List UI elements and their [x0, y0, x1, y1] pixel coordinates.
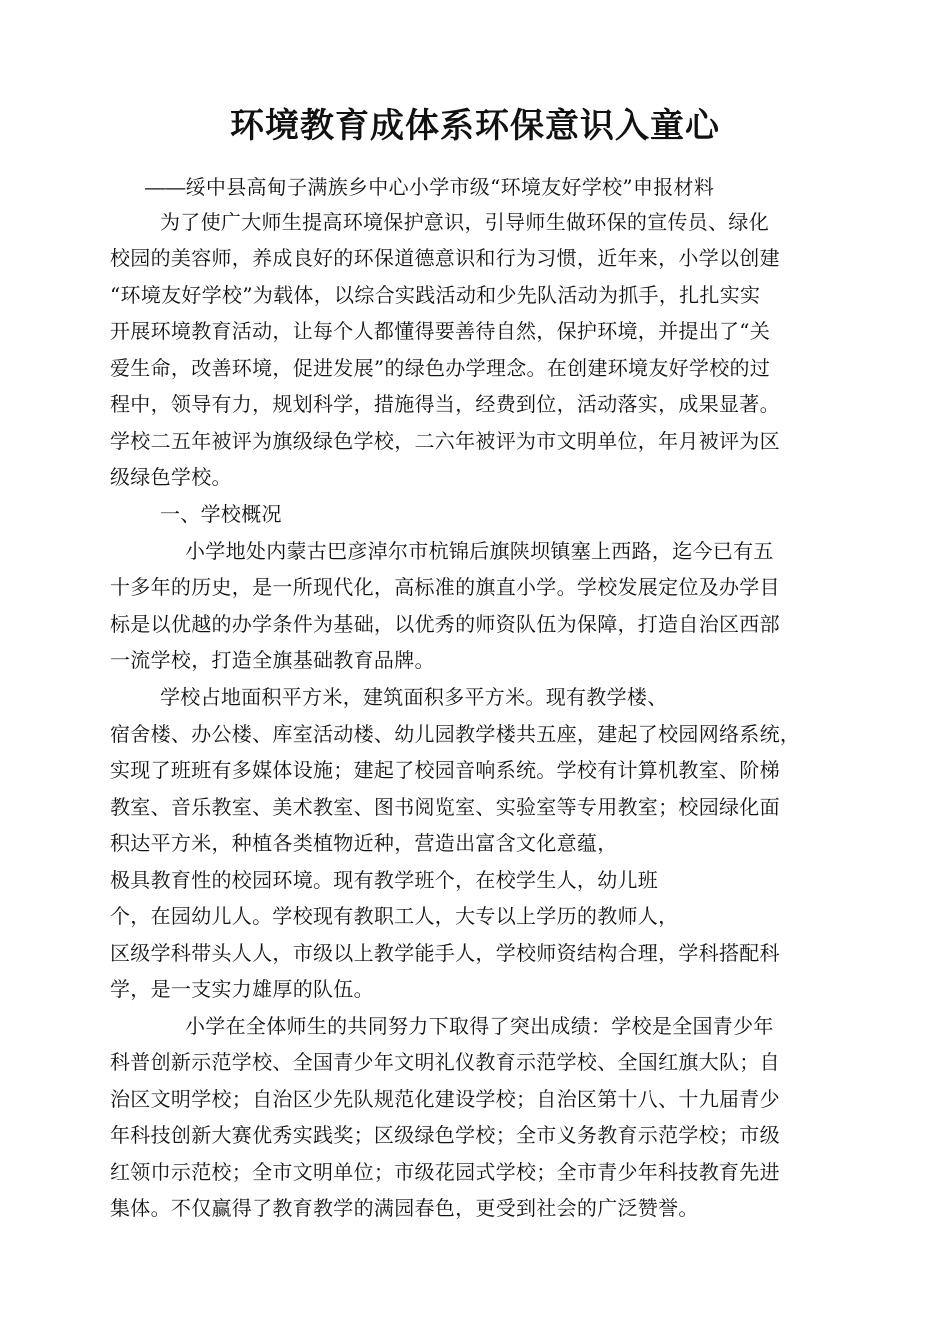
body-line: 极具教育性的校园环境。现有教学班个，在校学生人，幼儿班	[110, 868, 659, 892]
body-line: “环境友好学校”为载体，以综合实践活动和少先队活动为抓手，扎扎实实	[110, 283, 761, 307]
body-line: 学校占地面积平方米，建筑面积多平方米。现有教学楼、	[160, 685, 668, 709]
body-line: 开展环境教育活动，让每个人都懂得要善待自然，保护环境，并提出了“关	[110, 319, 771, 343]
body-line: 个，在园幼儿人。学校现有教职工人，大专以上学历的教师人，	[110, 904, 679, 928]
body-line: 学，是一支实力雄厚的队伍。	[110, 977, 374, 1001]
body-line: 区级学科带头人人，市级以上教学能手人，学校师资结构合理，学科搭配科	[110, 941, 780, 965]
body-line: 红领巾示范校；全市文明单位；市级花园式学校；全市青少年科技教育先进	[110, 1160, 780, 1184]
body-line: 教室、音乐教室、美术教室、图书阅览室、实验室等专用教室；校园绿化面	[110, 795, 780, 819]
subtitle-line: ――绥中县高甸子满族乡中心小学市级“环境友好学校”申报材料	[145, 175, 715, 199]
body-line: 级绿色学校。	[110, 465, 232, 489]
body-line: 科普创新示范学校、全国青少年文明礼仪教育示范学校、全国红旗大队；自	[110, 1050, 780, 1074]
body-line: 校园的美容师，养成良好的环保道德意识和行为习惯，近年来，小学以创建	[110, 246, 780, 270]
body-line: 十多年的历史，是一所现代化，高标准的旗直小学。学校发展定位及办学目	[110, 575, 780, 599]
body-line: 为了使广大师生提高环境保护意识，引导师生做环保的宣传员、绿化	[160, 210, 769, 234]
body-line: 程中，领导有力，规划科学，措施得当，经费到位，活动落实，成果显著。	[110, 392, 780, 416]
document-title: 环境教育成体系环保意识入童心	[230, 106, 720, 146]
body-line: 集体。不仅赢得了教育教学的满园春色，更受到社会的广泛赞誉。	[110, 1196, 699, 1220]
body-line: 小学地处内蒙古巴彦淖尔市杭锦后旗陕坝镇塞上西路，迄今已有五	[185, 539, 774, 563]
body-line: 积达平方米，种植各类植物近种，营造出富含文化意蕴，	[110, 831, 618, 855]
body-line: 年科技创新大赛优秀实践奖；区级绿色学校；全市义务教育示范学校；市级	[110, 1123, 780, 1147]
body-line: 学校二五年被评为旗级绿色学校，二六年被评为市文明单位，年月被评为区	[110, 429, 780, 453]
body-line: 宿舍楼、办公楼、库室活动楼、幼儿园教学楼共五座，建起了校园网络系统，	[110, 722, 801, 746]
body-line: 实现了班班有多媒体设施；建起了校园音响系统。学校有计算机教室、阶梯	[110, 758, 780, 782]
section-heading: 一、学校概况	[160, 502, 282, 526]
body-line: 一流学校，打造全旗基础教育品牌。	[110, 648, 435, 672]
body-line: 爱生命，改善环境，促进发展”的绿色办学理念。在创建环境友好学校的过	[110, 356, 771, 380]
body-line: 标是以优越的办学条件为基础，以优秀的师资队伍为保障，打造自治区西部	[110, 612, 780, 636]
body-line: 治区文明学校；自治区少先队规范化建设学校；自治区第十八、十九届青少	[110, 1087, 780, 1111]
body-line: 小学在全体师生的共同努力下取得了突出成绩：学校是全国青少年	[185, 1014, 774, 1038]
